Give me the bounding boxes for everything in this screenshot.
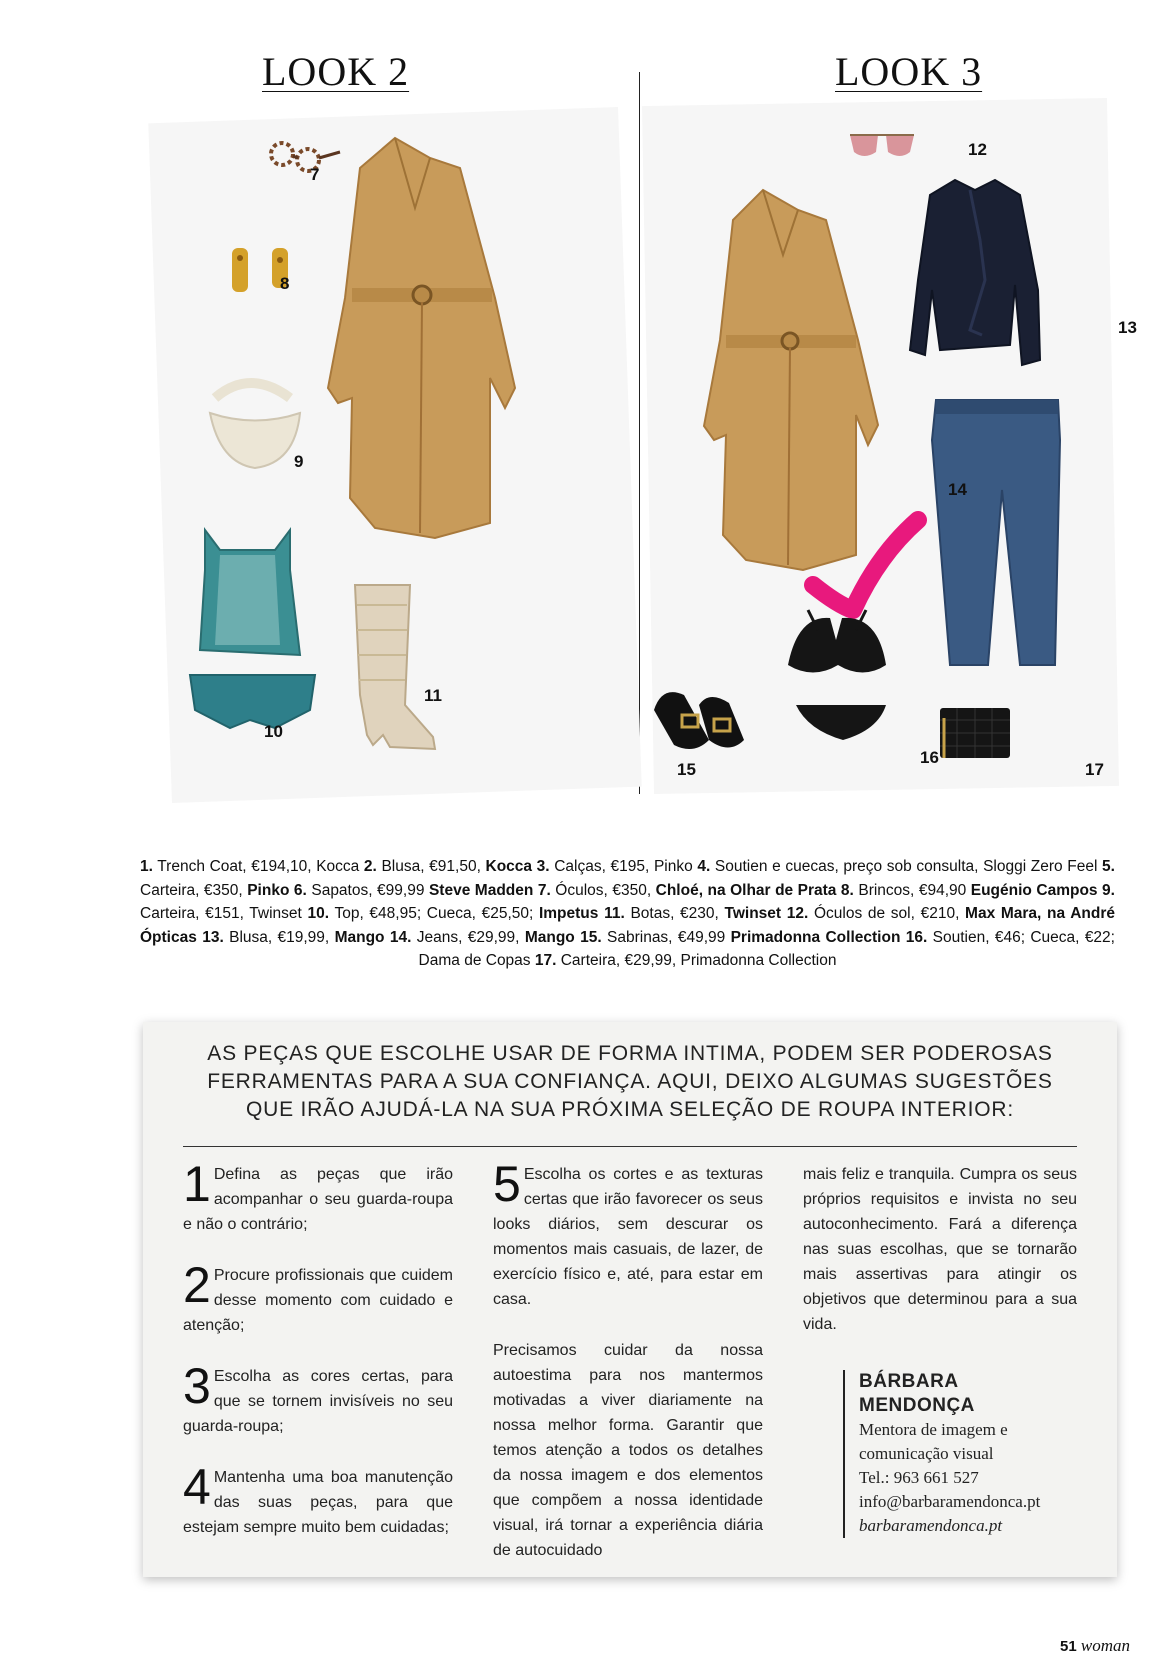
tips-column-2 <box>493 1156 763 1587</box>
item-number-14: 14 <box>948 480 967 499</box>
body-paragraph-continued: mais feliz e tranquila. Cumpra os seus próprios requisitos e invista no seu autoconhecimento. Fará a diferença nas suas escolhas, que se tornarão mais assertivas para atingir os objetivos que determinou para a sua vida. <box>803 1166 1077 1333</box>
author-email[interactable]: info@barbaramendonca.pt <box>859 1492 1041 1511</box>
author-website[interactable]: barbaramendonca.pt <box>859 1516 1003 1535</box>
product-credits: 1. Trench Coat, €194,10, Kocca 2. Blusa, €91,50, Kocca 3. Calças, €195, Pinko 4. Soutien e cuecas, preço sob consulta, Sloggi Zero Feel 5. Carteira, €350, Pinko 6. Sapatos, €99,99 Steve Madden 7. Óculos, €350, Chloé, na Olhar de Prata 8. Brincos, €94,90 Eugénio Campos 9. Carteira, €151, Twinset 10. Top, €48,95; Cueca, €25,50; Impetus 11. Botas, €230, Twinset 12. Óculos de sol, €210, Max Mara, na André Ópticas 13. Blusa, €19,99, Mango 14. Jeans, €29,99, Mango 15. Sabrinas, €49,99 Primadonna Collection 16. Soutien, €46; Cueca, €22; Dama de Copas 17. Carteira, €29,99, Primadonna Collection <box>140 858 1115 969</box>
item-number-15: 15 <box>677 760 696 779</box>
tip-2: 2 Procure profissionais que cuidem desse momento com cuidado e atenção; <box>183 1257 453 1334</box>
look-3-collage <box>648 100 1118 800</box>
trench-coat-image <box>704 190 878 570</box>
tips-column-3 <box>803 1162 1077 1361</box>
page-footer <box>1060 1636 1130 1656</box>
glasses-image <box>271 143 340 171</box>
item-number-12: 12 <box>968 140 987 159</box>
heading-rule <box>183 1146 1077 1147</box>
trench-coat-image <box>328 138 515 538</box>
tips-heading: AS PEÇAS QUE ESCOLHE USAR DE FORMA INTIMA, PODEM SER PODEROSAS FERRAMENTAS PARA A SUA CONFIANÇA. AQUI, DEIXO ALGUMAS SUGESTÕES QUE IRÃO AJUDÁ-LA NA SUA PRÓXIMA SELEÇÃO DE ROUPA INTERIOR: <box>207 1042 1053 1121</box>
author-last-name: MENDONÇA <box>859 1395 975 1416</box>
lingerie-set-image <box>190 530 315 728</box>
tips-column-1 <box>183 1156 453 1566</box>
quilted-bag-image <box>940 708 1010 758</box>
boot-image <box>355 585 435 749</box>
sunglasses-image <box>850 135 914 156</box>
item-number-10: 10 <box>264 722 283 741</box>
author-first-name: BÁRBARA <box>859 1371 959 1392</box>
tip-1: 1 Defina as peças que irão acompanhar o seu guarda-roupa e não o contrário; <box>183 1156 453 1233</box>
jeans-image <box>932 400 1060 665</box>
tip-5: 5 Escolha os cortes e as texturas certas que irão favorecer os seus looks diários, sem descurar os momentos mais casuais, de lazer, de exercício físico e, até, para estar em casa. <box>493 1156 763 1308</box>
author-signature <box>843 1370 1040 1538</box>
magazine-name: woman <box>1080 1636 1130 1655</box>
tips-box <box>143 1022 1117 1577</box>
look-3-title: LOOK 3 <box>835 49 983 94</box>
item-number-11: 11 <box>424 686 442 705</box>
bra-image <box>788 610 886 740</box>
page-number: 51 <box>1060 1638 1077 1655</box>
item-number-16: 16 <box>920 748 939 767</box>
item-number-7: 7 <box>310 165 320 184</box>
item-number-8: 8 <box>280 274 290 293</box>
item-number-17: 17 <box>1085 760 1104 779</box>
look-2-collage <box>150 100 640 800</box>
flats-image <box>654 692 744 749</box>
item-number-9: 9 <box>294 452 304 471</box>
look-2-title: LOOK 2 <box>262 49 410 94</box>
tip-3: 3 Escolha as cores certas, para que se tornem invisíveis no seu guarda-roupa; <box>183 1358 453 1435</box>
body-paragraph: Precisamos cuidar da nossa autoestima para nos mantermos motivadas a viver diariamente na nossa melhor forma. Garantir que temos atenção a todos os detalhes da nossa imagem e dos elementos que compõem a nossa identidade visual, irá tornar a experiência diária de autocuidado <box>493 1342 763 1559</box>
author-phone: Tel.: 963 661 527 <box>859 1468 979 1487</box>
author-role-2: comunicação visual <box>859 1444 994 1463</box>
item-number-13: 13 <box>1118 318 1137 337</box>
blouse-image <box>910 180 1040 365</box>
bag-image <box>210 383 300 468</box>
tip-4: 4 Mantenha uma boa manutenção das suas peças, para que estejam sempre muito bem cuidadas; <box>183 1459 453 1536</box>
author-role: Mentora de imagem e <box>859 1420 1008 1439</box>
